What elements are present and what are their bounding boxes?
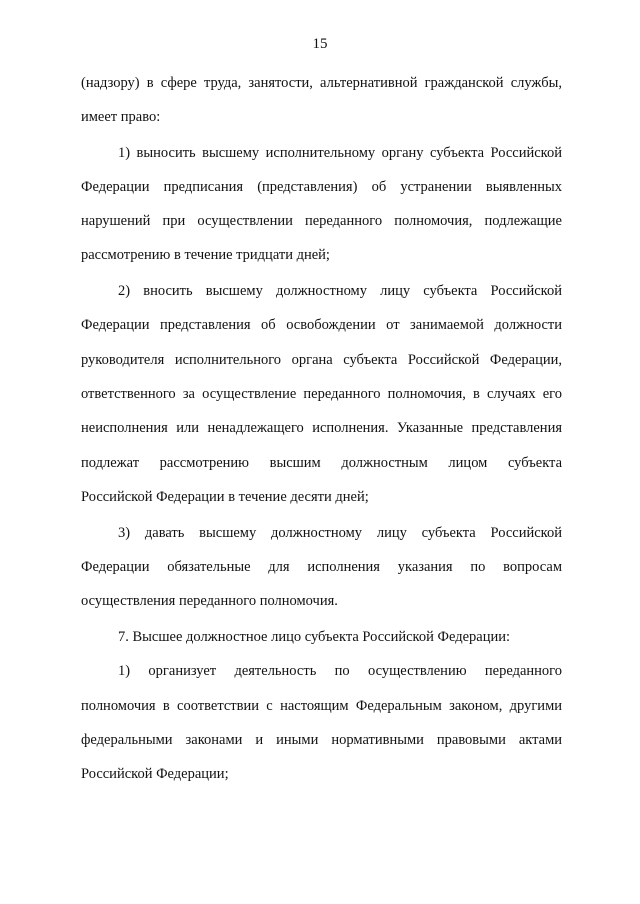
page-number: 15 [312, 36, 328, 52]
text-line: осуществления переданного полномочия. [81, 593, 338, 609]
text-line: полномочия в соответствии с настоящим Федеральным законом, другими [81, 698, 562, 714]
text-line: неисполнения или ненадлежащего исполнения. Указанные представления [81, 420, 562, 436]
text-line: Федерации обязательные для исполнения указания по вопросам [81, 559, 562, 575]
text-line: подлежат рассмотрению высшим должностным лицом субъекта [81, 455, 562, 471]
text-line: рассмотрению в течение тридцати дней; [81, 247, 330, 263]
text-line: 1) выносить высшему исполнительному органу субъекта Российской [118, 145, 562, 161]
text-line: Федерации представления об освобождении от занимаемой должности [81, 317, 562, 333]
text-line: 2) вносить высшему должностному лицу субъекта Российской [118, 283, 562, 299]
text-line: нарушений при осуществлении переданного полномочия, подлежащие [81, 213, 562, 229]
text-line: Российской Федерации; [81, 766, 229, 782]
text-line: Российской Федерации в течение десяти дней; [81, 489, 369, 505]
text-line: ответственного за осуществление переданного полномочия, в случаях его [81, 386, 562, 402]
text-line: 3) давать высшему должностному лицу субъекта Российской [118, 525, 562, 541]
text-line: руководителя исполнительного органа субъекта Российской Федерации, [81, 352, 562, 368]
text-line: 1) организует деятельность по осуществлению переданного [118, 663, 562, 679]
text-line: (надзору) в сфере труда, занятости, альтернативной гражданской службы, [81, 75, 562, 91]
text-line: федеральными законами и иными нормативными правовыми актами [81, 732, 562, 748]
text-line: Федерации предписания (представления) об устранении выявленных [81, 179, 562, 195]
text-line: 7. Высшее должностное лицо субъекта Российской Федерации: [118, 629, 510, 645]
text-line: имеет право: [81, 109, 161, 125]
